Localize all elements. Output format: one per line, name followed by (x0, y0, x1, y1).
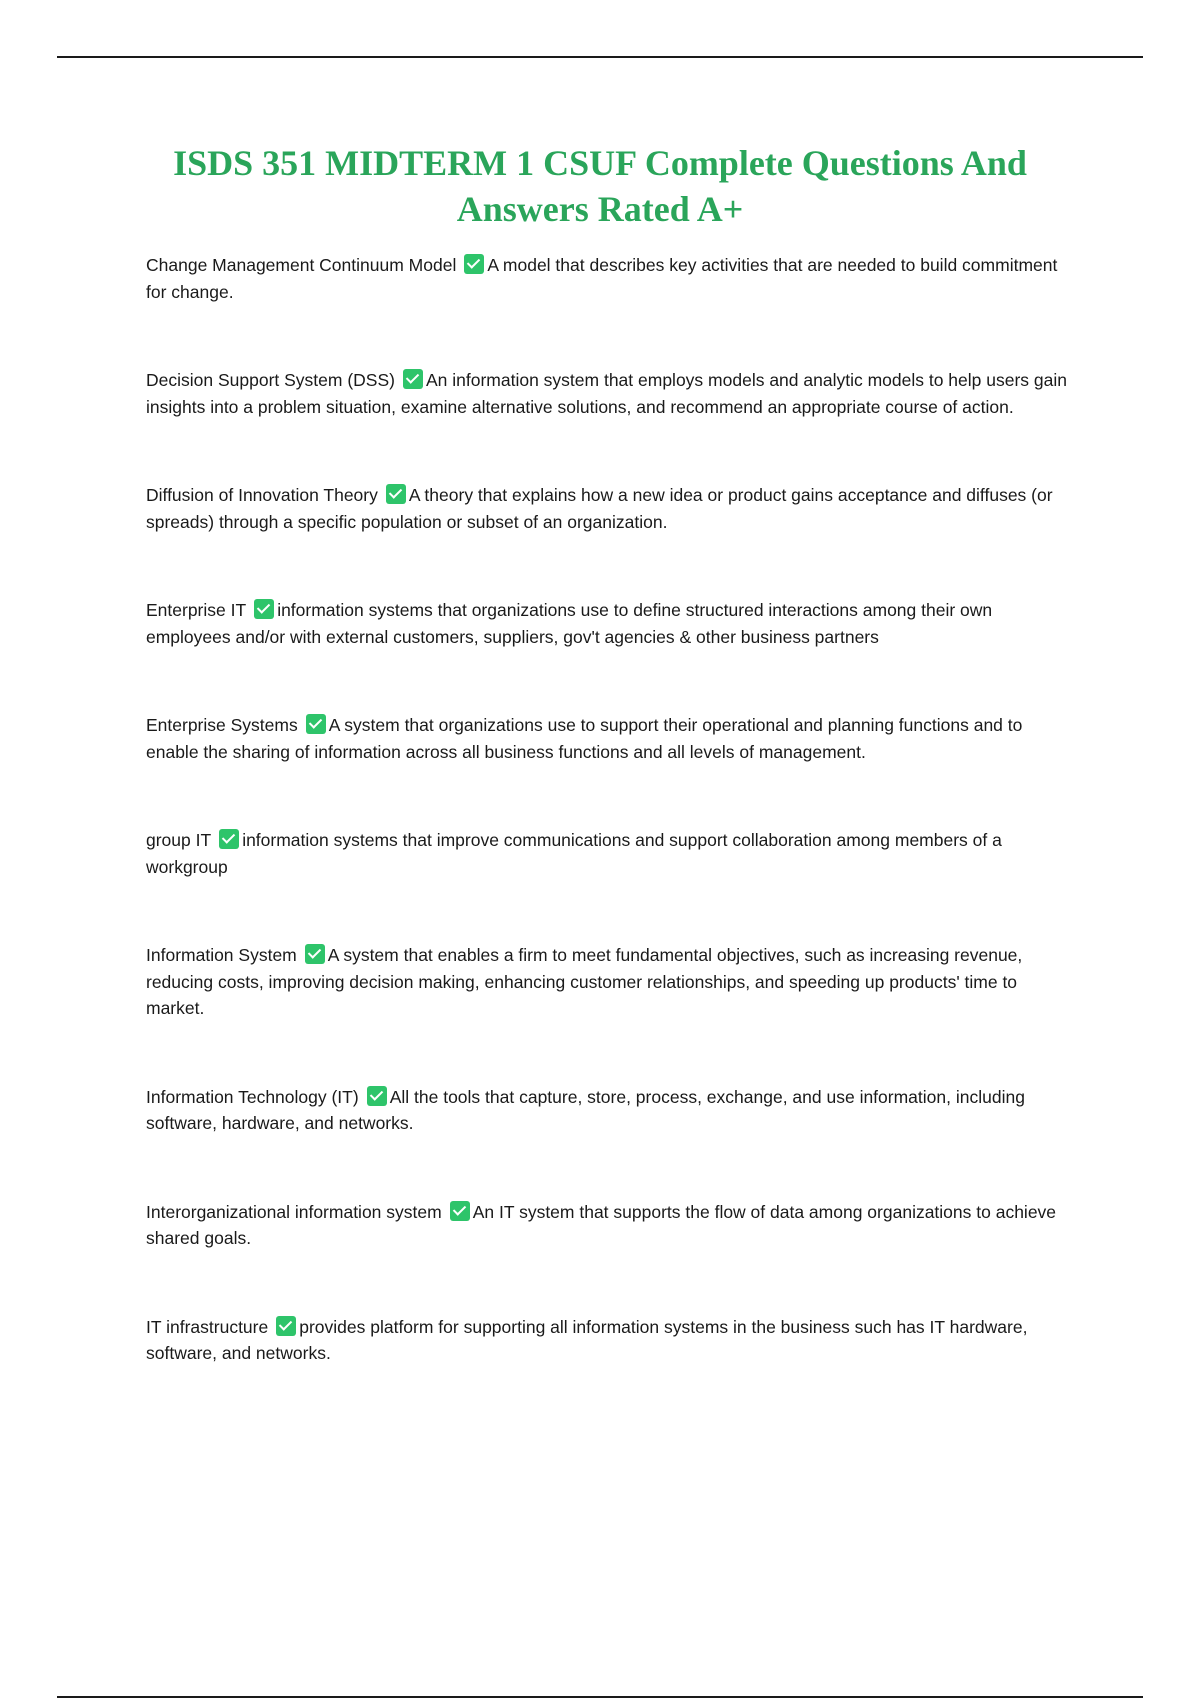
green-check-icon (306, 714, 326, 734)
list-item (146, 252, 1076, 305)
entry-definition: An IT system that supports the flow of data among organizations to achieve shared goals. (146, 1201, 1057, 1248)
entry-definition: information systems that improve communications and support collaboration among members of a workgroup (146, 830, 1002, 877)
page-title: ISDS 351 MIDTERM 1 CSUF Complete Questions And Answers Rated A+ (173, 143, 1027, 229)
entry-term: IT infrastructure (146, 1316, 269, 1337)
green-check-icon (386, 484, 406, 504)
entry-term: Enterprise IT (146, 600, 247, 620)
list-item (146, 712, 1076, 765)
green-check-icon (276, 1316, 296, 1336)
entry-term: Interorganizational information system (146, 1201, 442, 1222)
entry-definition: A system that enables a firm to meet fundamental objectives, such as increasing revenue, reducing costs, improving decision making, enhancing customer relationships, and speeding up products' time to market. (146, 945, 1023, 1018)
list-item (146, 367, 1076, 420)
entry-definition: A model that describes key activities that are needed to build commitment for change. (146, 255, 1058, 302)
entry-term: Information System (146, 945, 297, 965)
entry-term: group IT (146, 830, 212, 850)
list-item (146, 597, 1076, 650)
entry-term: Enterprise Systems (146, 715, 298, 735)
qa-list (146, 252, 1076, 1429)
list-item (146, 1199, 1076, 1252)
top-rule (57, 56, 1143, 58)
green-check-icon (464, 254, 484, 274)
green-check-icon (403, 369, 423, 389)
entry-definition: All the tools that capture, store, process, exchange, and use information, including software, hardware, and networks. (146, 1086, 1025, 1133)
entry-definition: A theory that explains how a new idea or product gains acceptance and diffuses (or spreads) through a specific population or subset of an organization. (146, 485, 1053, 532)
list-item (146, 482, 1076, 535)
entry-definition: information systems that organizations use to define structured interactions among their own employees and/or with external customers, suppliers, gov't agencies & other business partners (146, 600, 993, 647)
entry-term: Decision Support System (DSS) (146, 370, 395, 390)
entry-definition: A system that organizations use to support their operational and planning functions and to enable the sharing of information across all business functions and all levels of management. (146, 715, 1023, 762)
green-check-icon (254, 599, 274, 619)
list-item (146, 1314, 1076, 1367)
entry-term: Information Technology (IT) (146, 1086, 359, 1107)
entry-definition: provides platform for supporting all information systems in the business such has IT hardware, software, and networks. (146, 1316, 1028, 1363)
green-check-icon (450, 1201, 470, 1221)
green-check-icon (367, 1086, 387, 1106)
list-item (146, 942, 1076, 1022)
entry-term: Diffusion of Innovation Theory (146, 485, 378, 505)
green-check-icon (219, 829, 239, 849)
entry-definition: An information system that employs models and analytic models to help users gain insights into a problem situation, examine alternative solutions, and recommend an appropriate course of action. (146, 370, 1067, 417)
list-item (146, 827, 1076, 880)
entry-term: Change Management Continuum Model (146, 255, 457, 275)
bottom-rule (57, 1696, 1143, 1698)
green-check-icon (305, 944, 325, 964)
list-item (146, 1084, 1076, 1137)
